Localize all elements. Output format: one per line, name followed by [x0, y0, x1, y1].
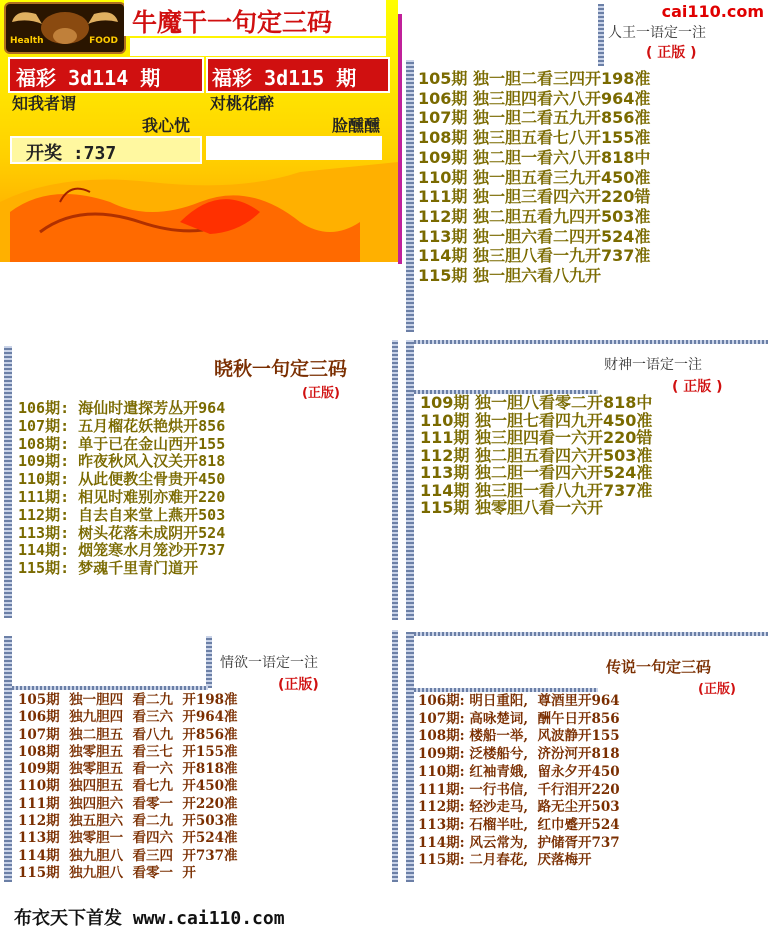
- panel-qingyu-title: 情欲一语定一注: [220, 655, 318, 671]
- phrase-a2: 我心忧: [141, 116, 190, 135]
- list-item: 110期: 红袖青娥, 留永夕开450: [418, 763, 620, 780]
- panel-caishen-border: [406, 340, 414, 620]
- list-item: 113期 独一胆六看二四开524准: [418, 226, 651, 246]
- list-item: 114期: 风云常为, 护储胥开737: [418, 834, 620, 851]
- panel-qingyu-right-border: [392, 630, 398, 882]
- list-item: 113期 独二胆一看四六开524准: [420, 463, 653, 482]
- magenta-divider: [398, 14, 402, 264]
- panel-caishen-subtitle: ( 正版 ): [672, 379, 723, 395]
- panel-chuanshuo-header: [598, 638, 768, 697]
- list-item: 109期: 昨夜秋风入汉关开818: [18, 452, 226, 471]
- list-item: 108期 独三胆五看七八开155准: [418, 128, 651, 148]
- panel-xiaoqiu-lines: [18, 400, 225, 578]
- panel-chuanshuo-subtitle: (正版): [698, 682, 736, 697]
- list-item: 112期 独二胆五看四六开503准: [420, 445, 653, 465]
- list-item: 109期 独一胆八看零二开818中: [420, 393, 653, 412]
- panel-chuanshuo-lines: [418, 693, 620, 870]
- list-item: 106期 独三胆四看六八开964准: [418, 88, 651, 108]
- list-item: 110期 独四胆五 看七九 开450准: [18, 778, 238, 795]
- footer-text: 布衣天下首发 www.cai110.com: [14, 908, 285, 929]
- list-item: 109期 独零胆五 看一六 开818准: [18, 761, 238, 778]
- panel-chuanshuo-title: 传说一句定三码: [606, 658, 712, 676]
- phrase-box-b: [206, 91, 386, 133]
- list-item: 111期: 相见时难别亦难开220: [18, 487, 226, 506]
- bull-logo: [4, 2, 126, 54]
- list-item: 105期 独一胆二看三四开198准: [418, 69, 651, 88]
- list-item: 113期: 石榴半吐, 红巾蹙开524: [418, 816, 620, 833]
- panel-xiaoqiu-title: 晓秋一句定三码: [214, 358, 348, 380]
- list-item: 115期 独零胆八看一六开: [420, 498, 603, 517]
- list-item: 114期 独三胆一看八九开737准: [420, 480, 653, 500]
- draw-result-box: [10, 136, 202, 164]
- list-item: 114期: 烟笼寒水月笼沙开737: [18, 541, 226, 560]
- list-item: 107期 独二胆五 看八九 开856准: [18, 726, 238, 743]
- list-item: 110期 独一胆七看四九开450准: [420, 410, 653, 430]
- site-badge-text: cai110.com: [661, 2, 764, 21]
- issue-box-a: [8, 57, 204, 93]
- phrase-b1: 对桃花醉: [210, 94, 275, 113]
- panel-caishen-header: [598, 344, 768, 394]
- list-item: 108期: 单于已在金山西开155: [18, 434, 226, 453]
- panel-chuanshuo-border: [406, 632, 414, 882]
- footer: [14, 904, 514, 928]
- panel-xiaoqiu-header: [210, 350, 390, 400]
- list-item: 115期 独一胆六看八九开: [418, 266, 601, 286]
- issue-box-b: [206, 57, 390, 93]
- bull-illustration: [0, 162, 398, 262]
- panel-chuanshuo-divider: [414, 688, 598, 692]
- draw-result-blank: [206, 136, 382, 160]
- list-item: 105期 独一胆四 看二九 开198准: [18, 692, 238, 708]
- list-item: 108期: 楼船一举, 风波静开155: [418, 728, 620, 745]
- list-item: 106期: 海仙时遣探芳丛开964: [18, 399, 226, 417]
- title-underbar: [130, 38, 386, 56]
- list-item: 112期 独二胆五看九四开503准: [418, 206, 651, 226]
- phrase-box-a: [8, 91, 204, 133]
- list-item: 111期 独四胆六 看零一 开220准: [18, 795, 238, 812]
- list-item: 111期 独一胆三看四六开220错: [418, 187, 651, 207]
- list-item: 114期 独三胆八看一九开737准: [418, 246, 651, 266]
- logo-right-text: FOOD: [89, 36, 118, 46]
- draw-result-text: 开奖 :737: [26, 143, 117, 164]
- page-title-text: 牛魔干一句定三码: [132, 8, 333, 37]
- panel-qingyu-divider: [12, 686, 208, 690]
- list-item: 106期 独九胆四 看三六 开964准: [18, 709, 238, 726]
- panel-qingyu-lines: [18, 692, 238, 882]
- list-item: 115期: 梦魂千里青门道开: [18, 559, 199, 578]
- page-title: [124, 0, 386, 36]
- list-item: 115期: 二月春花, 厌落梅开: [418, 852, 592, 869]
- panel-xiaoqiu-subtitle: (正版): [302, 386, 340, 401]
- list-item: 114期 独九胆八 看三四 开737准: [18, 847, 238, 864]
- panel-caishen-lines: [420, 394, 652, 517]
- panel-qingyu-border: [4, 636, 12, 882]
- logo-left-text: Health: [10, 36, 44, 46]
- phrase-b2: 脸醺醺: [331, 116, 380, 135]
- panel-caishen-title: 财神一语定一注: [604, 357, 702, 373]
- list-item: 111期: 一行书信, 千行泪开220: [418, 781, 620, 798]
- panel-xiaoqiu-border: [4, 346, 12, 618]
- list-item: 109期: 泛楼船兮, 济汾河开818: [418, 746, 620, 763]
- panel-qingyu-header: [212, 644, 390, 692]
- list-item: 107期: 高咏楚词, 酬午日开856: [418, 710, 620, 727]
- list-item: 112期: 自去自来堂上燕开503: [18, 505, 226, 524]
- panel-renwang-title: 人王一语定一注: [608, 25, 706, 41]
- panel-qingyu-subtitle: (正版): [278, 677, 319, 693]
- panel-renwang-border: [406, 60, 414, 332]
- list-item: 113期: 树头花落未成阴开524: [18, 523, 226, 542]
- list-item: 108期 独零胆五 看三七 开155准: [18, 743, 238, 760]
- panel-chuanshuo-top-border: [414, 632, 768, 636]
- list-item: 113期 独零胆一 看四六 开524准: [18, 830, 238, 847]
- list-item: 112期 独五胆六 看二九 开503准: [18, 813, 238, 830]
- banner-top-left: [0, 0, 398, 262]
- list-item: 111期 独三胆四看一六开220错: [420, 428, 653, 447]
- panel-xiaoqiu-right-border: [392, 340, 398, 620]
- list-item: 110期: 从此便教尘骨贵开450: [18, 470, 226, 489]
- list-item: 107期 独一胆二看五九开856准: [418, 108, 651, 128]
- issue-a-text: 福彩 3d114 期: [16, 66, 161, 90]
- issue-b-text: 福彩 3d115 期: [212, 66, 357, 90]
- list-item: 110期 独一胆五看三九开450准: [418, 167, 651, 187]
- list-item: 109期 独二胆一看六八开818中: [418, 147, 651, 167]
- panel-renwang-lines: [418, 69, 650, 286]
- list-item: 107期: 五月榴花妖艳烘开856: [18, 416, 226, 435]
- panel-renwang-subtitle: ( 正版 ): [646, 45, 697, 61]
- list-item: 112期: 轻沙走马, 路无尘开503: [418, 799, 620, 816]
- phrase-a1: 知我者谓: [12, 94, 77, 113]
- list-item: 106期: 明日重阳, 尊酒里开964: [418, 693, 620, 709]
- panel-renwang-header: [604, 16, 768, 64]
- list-item: 115期 独九胆八 看零一 开: [18, 864, 196, 881]
